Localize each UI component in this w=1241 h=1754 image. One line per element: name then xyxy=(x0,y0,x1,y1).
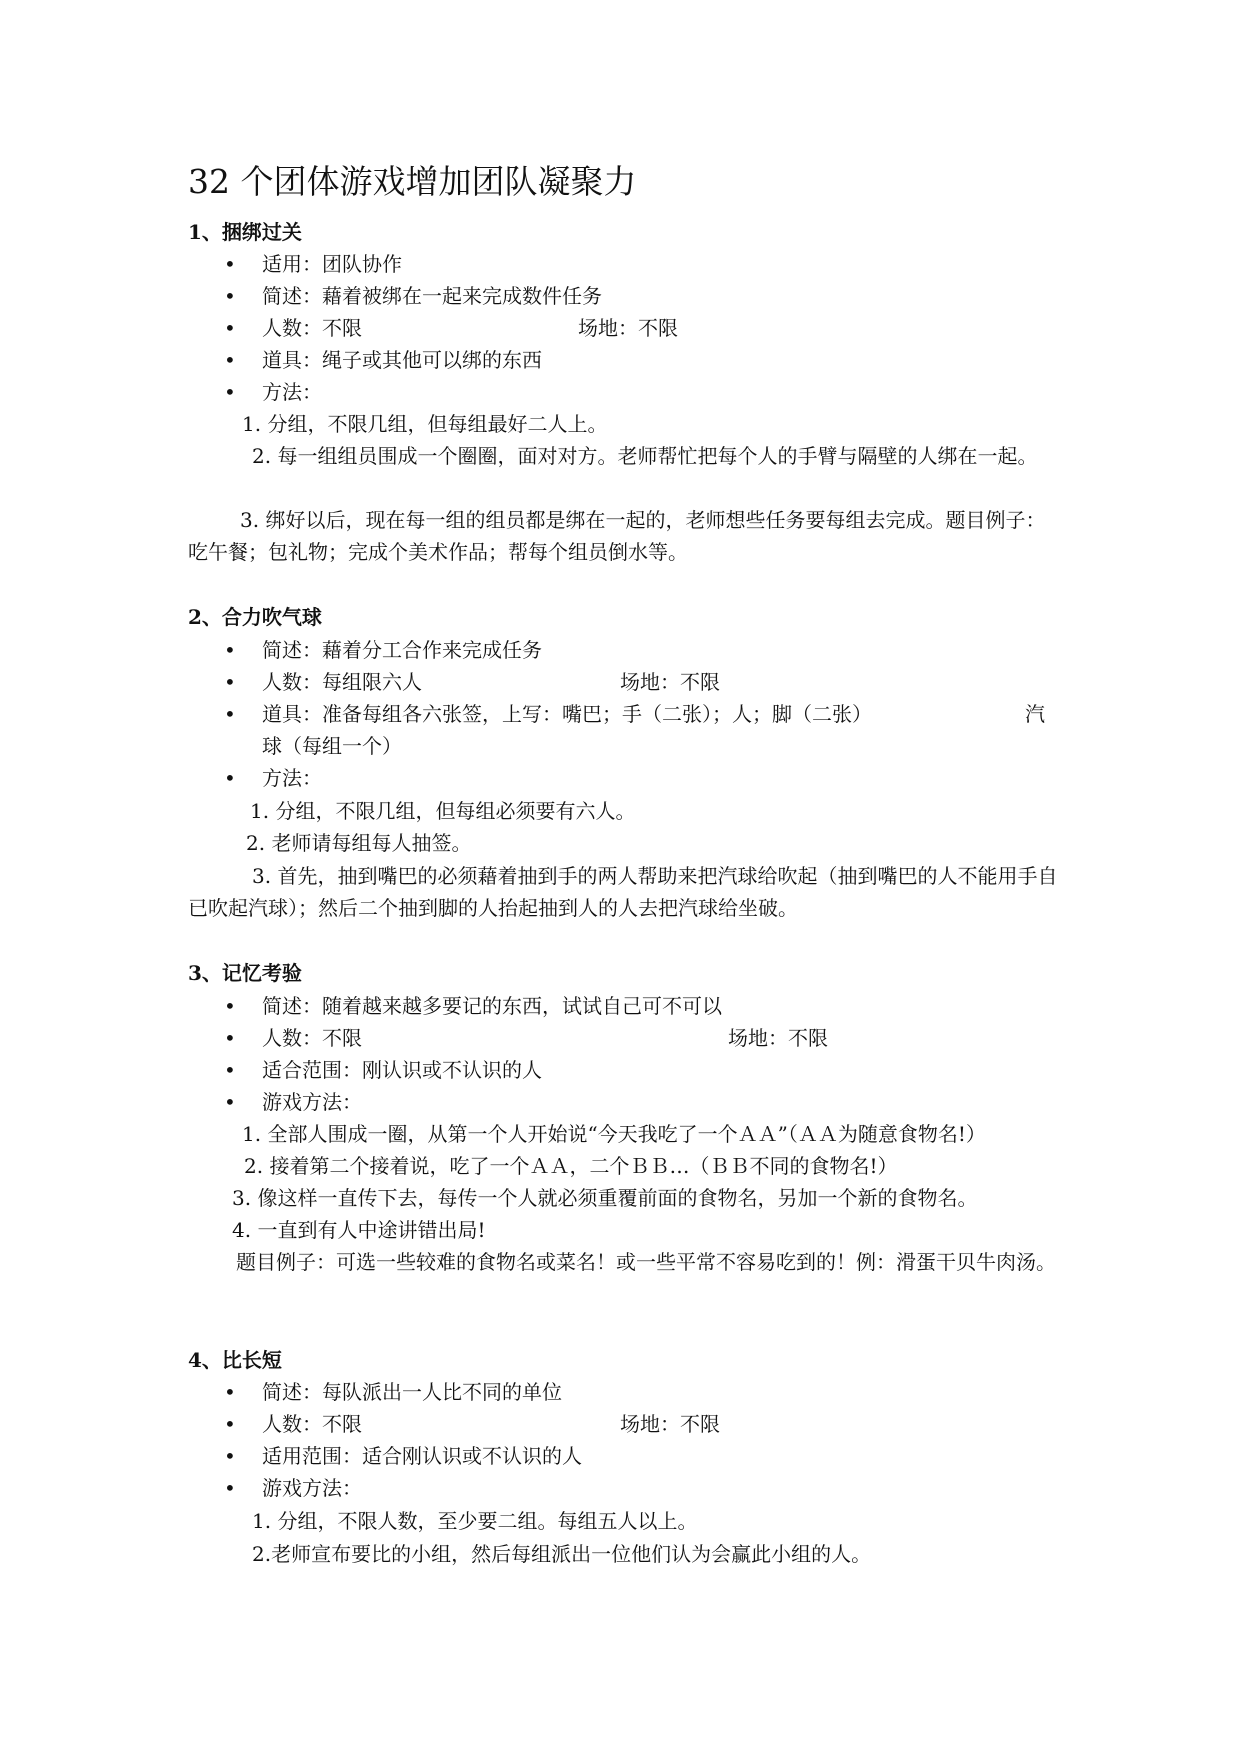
game-1-heading: 1、捆绑过关 xyxy=(188,220,302,244)
game-3-venue: 场地：不限 xyxy=(728,1026,828,1050)
bullet: • xyxy=(224,1026,236,1050)
game-3-step: 4. 一直到有人中途讲错出局! xyxy=(232,1218,486,1242)
game-2-item: 方法： xyxy=(262,766,322,790)
bullet: • xyxy=(224,316,236,340)
game-1-item: 简述：藉着被绑在一起来完成数件任务 xyxy=(262,284,602,308)
game-4-item: 适用范围：适合刚认识或不认识的人 xyxy=(262,1444,582,1468)
game-4-item: 人数：不限 xyxy=(262,1412,362,1436)
game-1-item: 适用：团队协作 xyxy=(262,252,402,276)
game-4-item: 游戏方法： xyxy=(262,1476,362,1500)
bullet: • xyxy=(224,1380,236,1404)
game-3-item: 适合范围：刚认识或不认识的人 xyxy=(262,1058,542,1082)
game-3-step: 1. 全部人围成一圈，从第一个人开始说“今天我吃了一个ＡＡ”（ＡＡ为随意食物名!） xyxy=(242,1122,986,1146)
bullet: • xyxy=(224,380,236,404)
game-4-step: 1. 分组，不限人数，至少要二组。每组五人以上。 xyxy=(252,1509,698,1533)
game-3-item: 游戏方法： xyxy=(262,1090,362,1114)
game-1-step: 2. 每一组组员围成一个圈圈，面对对方。老师帮忙把每个人的手臂与隔壁的人绑在一起。 xyxy=(252,444,1038,468)
game-4-venue: 场地：不限 xyxy=(620,1412,720,1436)
game-3-step: 2. 接着第二个接着说，吃了一个ＡＡ，二个ＢＢ…（ＢＢ不同的食物名!） xyxy=(244,1154,898,1178)
bullet: • xyxy=(224,702,236,726)
game-4-item: 简述：每队派出一人比不同的单位 xyxy=(262,1380,562,1404)
game-1-item: 方法： xyxy=(262,380,322,404)
game-1-step: 3. 绑好以后，现在每一组的组员都是绑在一起的，老师想些任务要每组去完成。题目例子：吃午餐；包礼物；完成个美术作品；帮每个组员倒水等。 xyxy=(188,508,1046,564)
game-2-heading: 2、合力吹气球 xyxy=(188,605,322,629)
game-4-step: 2.老师宣布要比的小组，然后每组派出一位他们认为会赢此小组的人。 xyxy=(252,1542,872,1566)
game-3-item: 简述：随着越来越多要记的东西，试试自己可不可以 xyxy=(262,994,722,1018)
bullet: • xyxy=(224,1412,236,1436)
bullet: • xyxy=(224,348,236,372)
bullet: • xyxy=(224,284,236,308)
game-3-item: 人数：不限 xyxy=(262,1026,362,1050)
bullet: • xyxy=(224,252,236,276)
bullet: • xyxy=(224,1476,236,1500)
game-2-step: 2. 老师请每组每人抽签。 xyxy=(246,831,472,855)
bullet: • xyxy=(224,766,236,790)
game-2-props-tail: 汽 xyxy=(1025,702,1045,726)
bullet: • xyxy=(224,670,236,694)
game-1-step: 1. 分组，不限几组，但每组最好二人上。 xyxy=(242,412,608,436)
game-2-item: 人数：每组限六人 xyxy=(262,670,422,694)
page-title: 32 个团体游戏增加团队凝聚力 xyxy=(188,162,637,201)
game-2-venue: 场地：不限 xyxy=(620,670,720,694)
bullet: • xyxy=(224,638,236,662)
game-2-item: 道具：准备每组各六张签，上写：嘴巴；手（二张）；人；脚（二张） xyxy=(262,702,872,726)
game-2-step: 3. 首先，抽到嘴巴的必须藉着抽到手的两人帮助来把汽球给吹起（抽到嘴巴的人不能用手自已吹起汽球）；然后二个抽到脚的人抬起抽到人的人去把汽球给坐破。 xyxy=(188,864,1058,920)
game-3-example: 题目例子：可选一些较难的食物名或菜名！或一些平常不容易吃到的！例：滑蛋干贝牛肉汤。 xyxy=(236,1250,1056,1274)
game-1-item: 道具：绳子或其他可以绑的东西 xyxy=(262,348,542,372)
bullet: • xyxy=(224,1090,236,1114)
game-2-item: 简述：藉着分工合作来完成任务 xyxy=(262,638,542,662)
bullet: • xyxy=(224,1444,236,1468)
game-2-step: 1. 分组，不限几组，但每组必须要有六人。 xyxy=(250,799,636,823)
game-2-props-line2: 球（每组一个） xyxy=(262,734,402,758)
bullet: • xyxy=(224,1058,236,1082)
game-3-step: 3. 像这样一直传下去，每传一个人就必须重覆前面的食物名，另加一个新的食物名。 xyxy=(232,1186,978,1210)
bullet: • xyxy=(224,994,236,1018)
game-1-venue: 场地：不限 xyxy=(578,316,678,340)
game-1-item: 人数：不限 xyxy=(262,316,362,340)
game-3-heading: 3、记忆考验 xyxy=(188,961,302,985)
game-4-heading: 4、比长短 xyxy=(188,1348,282,1372)
